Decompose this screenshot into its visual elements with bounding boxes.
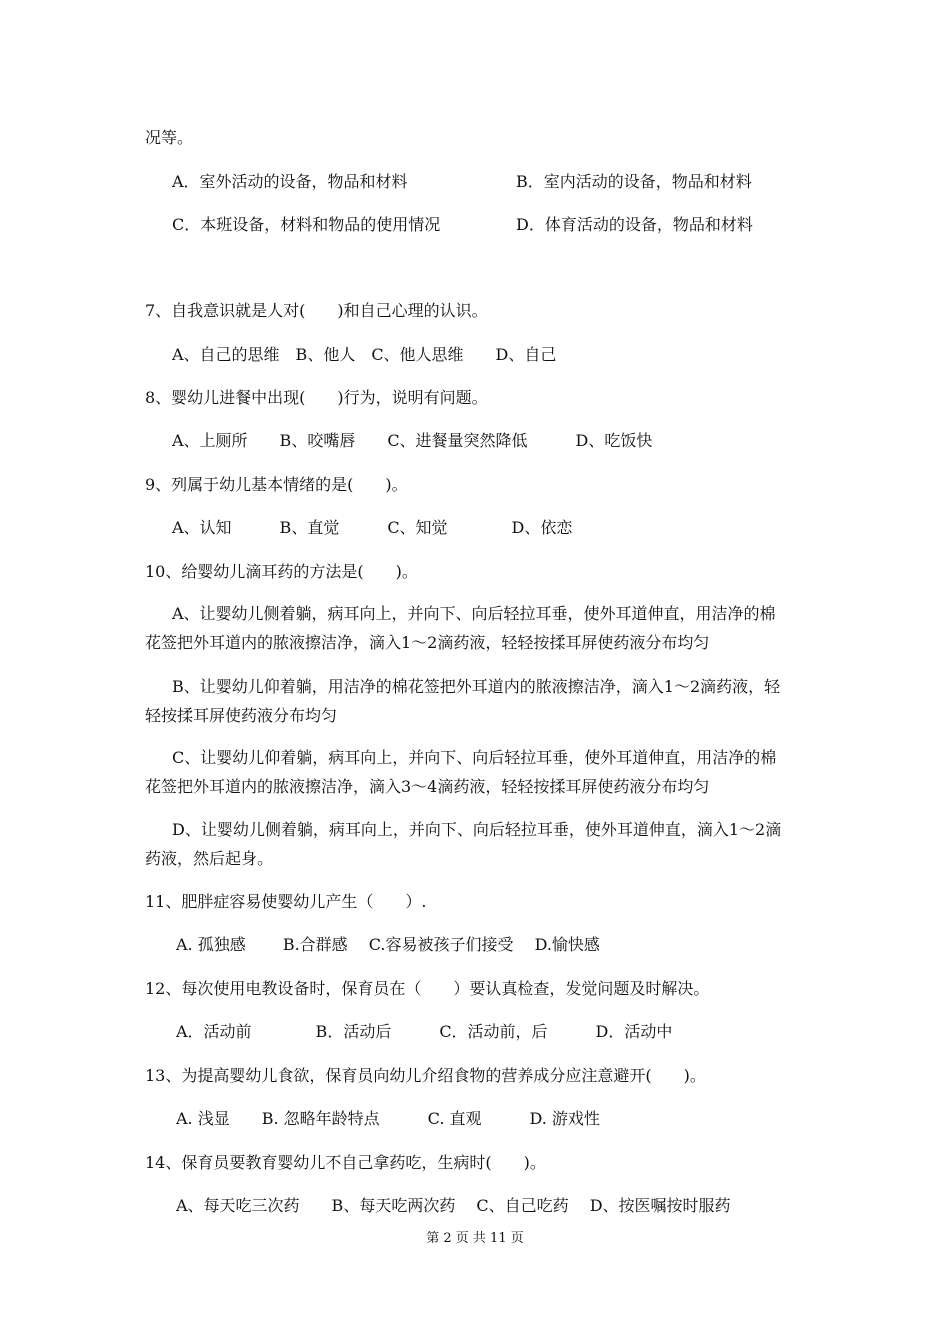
page-footer: 第 2 页 共 11 页	[426, 1231, 524, 1246]
q8-question: 8、婴幼儿进餐中出现( )行为，说明有问题。	[145, 388, 488, 407]
q10-option-d-line1: D、让婴幼儿侧着躺，病耳向上，并向下、向后轻拉耳垂，使外耳道伸直，滴入1～2滴	[172, 820, 782, 839]
q10-option-a-line1: A、让婴幼儿侧着躺，病耳向上，并向下、向后轻拉耳垂，使外耳道伸直，用洁净的棉	[172, 604, 776, 623]
q12-options: A．活动前 B．活动后 C．活动前，后 D．活动中	[176, 1022, 673, 1041]
q13-options: A. 浅显 B. 忽略年龄特点 C. 直观 D. 游戏性	[176, 1109, 600, 1128]
q10-option-a-line2: 花签把外耳道内的脓液擦洁净，滴入1～2滴药液，轻轻按揉耳屏使药液分布均匀	[145, 633, 710, 652]
q14-options: A、每天吃三次药 B、每天吃两次药 C、自己吃药 D、按医嘱按时服药	[176, 1196, 731, 1215]
q11-question: 11、肥胖症容易使婴幼儿产生（ ）.	[145, 892, 427, 911]
q9-options: A、认知 B、直觉 C、知觉 D、依恋	[172, 518, 573, 537]
q10-option-c-line1: C、让婴幼儿仰着躺，病耳向上，并向下、向后轻拉耳垂，使外耳道伸直，用洁净的棉	[172, 748, 777, 767]
continuation-text: 况等。	[145, 128, 194, 147]
q6-option-d: D．体育活动的设备，物品和材料	[516, 215, 753, 234]
q12-question: 12、每次使用电教设备时，保育员在（ ）要认真检查，发觉问题及时解决。	[145, 979, 710, 998]
q13-question: 13、为提高婴幼儿食欲，保育员向幼儿介绍食物的营养成分应注意避开( )。	[145, 1066, 706, 1085]
q8-options: A、上厕所 B、咬嘴唇 C、进餐量突然降低 D、吃饭快	[172, 431, 653, 450]
q7-options: A、自己的思维 B、他人 C、他人思维 D、自己	[172, 345, 557, 364]
q7-question: 7、自我意识就是人对( )和自己心理的认识。	[145, 301, 488, 320]
q10-question: 10、给婴幼儿滴耳药的方法是( )。	[145, 562, 418, 581]
q10-option-b-line1: B、让婴幼儿仰着躺，用洁净的棉花签把外耳道内的脓液擦洁净，滴入1～2滴药液，轻	[172, 677, 781, 696]
q10-option-b-line2: 轻按揉耳屏使药液分布均匀	[145, 706, 338, 725]
q6-option-b: B．室内活动的设备，物品和材料	[516, 172, 752, 191]
q10-option-c-line2: 花签把外耳道内的脓液擦洁净，滴入3～4滴药液，轻轻按揉耳屏使药液分布均匀	[145, 777, 710, 796]
q14-question: 14、保育员要教育婴幼儿不自己拿药吃，生病时( )。	[145, 1153, 546, 1172]
q6-option-c: C．本班设备，材料和物品的使用情况	[172, 215, 441, 234]
q11-options: A. 孤独感 B.合群感 C.容易被孩子们接受 D.愉快感	[176, 935, 600, 954]
q6-option-a: A．室外活动的设备，物品和材料	[172, 172, 408, 191]
q10-option-d-line2: 药液，然后起身。	[145, 849, 274, 868]
q9-question: 9、列属于幼儿基本情绪的是( )。	[145, 475, 408, 494]
